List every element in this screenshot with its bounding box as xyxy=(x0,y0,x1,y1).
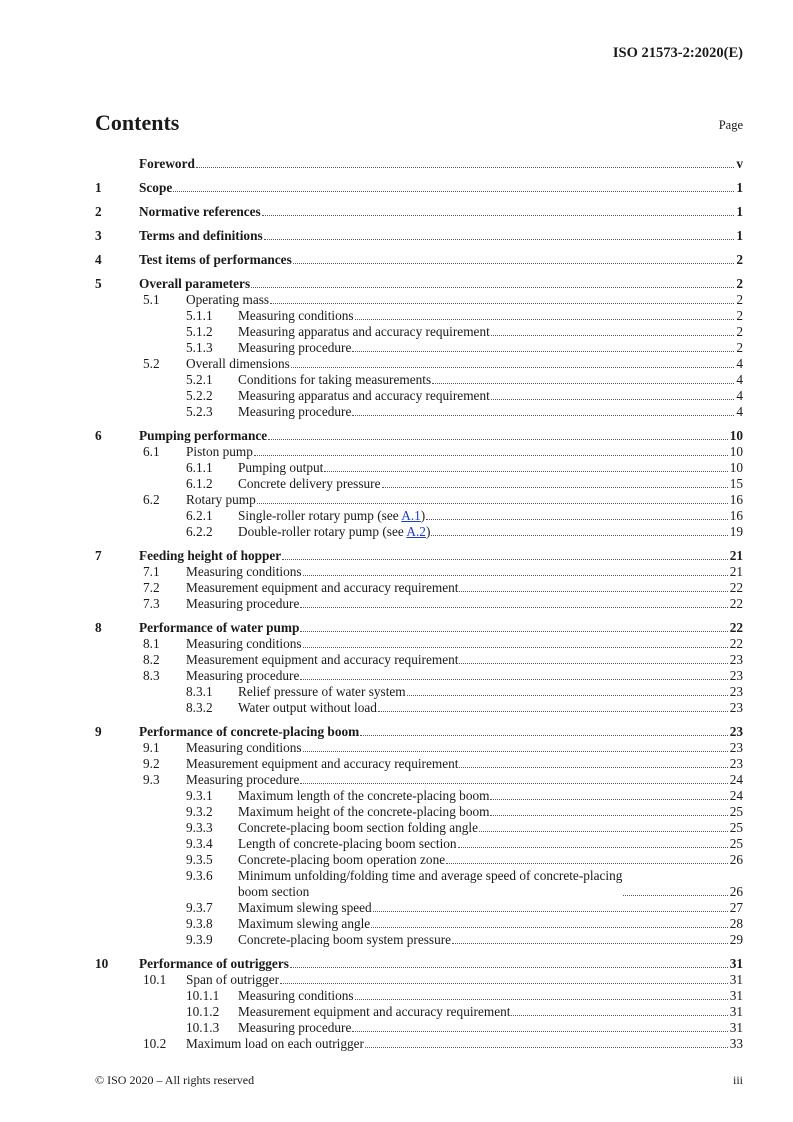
dot-leader xyxy=(378,711,728,712)
toc-entry[interactable] xyxy=(95,156,743,172)
dot-leader xyxy=(355,999,728,1000)
toc-entry-title: Conditions for taking measurements xyxy=(238,372,432,387)
toc-entry[interactable] xyxy=(95,972,743,988)
toc-entry-title: Overall dimensions xyxy=(186,356,290,371)
dot-leader xyxy=(303,751,728,752)
dot-leader xyxy=(352,415,734,416)
annex-link[interactable]: A.2 xyxy=(406,524,426,539)
toc-entry-page: 22 xyxy=(729,636,743,651)
toc-entry-number: 5.1 xyxy=(143,292,160,307)
footer-page-number: iii xyxy=(732,1073,743,1087)
dot-leader xyxy=(257,503,728,504)
toc-entry[interactable] xyxy=(95,804,743,820)
dot-leader xyxy=(365,1047,728,1048)
toc-entry-number: 6.1.2 xyxy=(186,476,213,491)
toc-entry-page: 2 xyxy=(736,308,743,323)
toc-entry-number: 7.3 xyxy=(143,596,160,611)
toc-entry[interactable] xyxy=(95,252,743,268)
toc-entry[interactable] xyxy=(95,324,743,340)
toc-entry[interactable] xyxy=(95,788,743,804)
toc-entry-number: 7 xyxy=(95,548,102,563)
toc-entry-title: Piston pump xyxy=(186,444,253,459)
toc-entry-number: 9.3.4 xyxy=(186,836,213,851)
toc-entry-title: Concrete-placing boom section folding angle xyxy=(238,820,479,835)
toc-entry-number: 10.1.3 xyxy=(186,1020,220,1035)
toc-entry-number: 5.2 xyxy=(143,356,160,371)
toc-entry-page: 22 xyxy=(729,580,743,595)
dot-leader xyxy=(251,287,734,288)
dot-leader xyxy=(352,1031,727,1032)
dot-leader xyxy=(303,575,728,576)
toc-entry-number: 9.3.1 xyxy=(186,788,213,803)
toc-entry-number: 8.3.1 xyxy=(186,684,213,699)
dot-leader xyxy=(511,1015,727,1016)
toc-entry[interactable] xyxy=(95,308,743,324)
toc-entry-number: 9.3.6 xyxy=(186,868,213,883)
dot-leader xyxy=(291,367,735,368)
toc-entry-title: Terms and definitions xyxy=(139,228,263,243)
toc-entry[interactable] xyxy=(95,356,743,372)
dot-leader xyxy=(459,767,727,768)
toc-entry-number: 10.1 xyxy=(143,972,167,987)
dot-leader xyxy=(254,455,728,456)
toc-entry-page: 1 xyxy=(736,180,743,195)
dot-leader xyxy=(452,943,728,944)
toc-entry-title: Measuring procedure xyxy=(238,404,352,419)
toc-entry-number: 8 xyxy=(95,620,102,635)
toc-entry-page: 23 xyxy=(729,668,743,683)
toc-entry-title-suffix: ) xyxy=(425,524,431,539)
dot-leader xyxy=(262,215,735,216)
toc-entry-title: Measuring apparatus and accuracy requirement xyxy=(238,324,490,339)
toc-entry-number: 9.2 xyxy=(143,756,160,771)
toc-entry[interactable] xyxy=(95,180,743,196)
toc-entry-title: Measuring conditions xyxy=(186,740,302,755)
toc-entry-number: 10.2 xyxy=(143,1036,167,1051)
toc-entry-title: Pumping performance xyxy=(139,428,268,443)
toc-entry-number: 6 xyxy=(95,428,102,443)
toc-entry-title: Measuring procedure xyxy=(186,596,300,611)
toc-entry-number: 5.1.2 xyxy=(186,324,213,339)
toc-entry-page: 31 xyxy=(729,1004,743,1019)
toc-entry-page: 21 xyxy=(729,548,743,563)
toc-entry-number: 9.3.8 xyxy=(186,916,213,931)
toc-entry-title: Concrete-placing boom system pressure xyxy=(238,932,452,947)
toc-entry-page: 31 xyxy=(729,988,743,1003)
footer-copyright: © ISO 2020 – All rights reserved xyxy=(95,1073,255,1087)
dot-leader xyxy=(300,679,727,680)
toc-entry[interactable] xyxy=(95,620,743,636)
toc-entry-title: Measuring conditions xyxy=(186,636,302,651)
toc-entry-page: 29 xyxy=(729,932,743,947)
toc-entry-page: 31 xyxy=(729,1020,743,1035)
toc-entry[interactable] xyxy=(95,652,743,668)
toc-entry-page: 23 xyxy=(729,740,743,755)
dot-leader xyxy=(432,383,734,384)
toc-entry-number: 8.3.2 xyxy=(186,700,213,715)
toc-entry[interactable] xyxy=(95,684,743,700)
dot-leader xyxy=(491,399,735,400)
table-of-contents xyxy=(95,156,743,1052)
toc-entry-number: 7.1 xyxy=(143,564,160,579)
toc-entry-number: 6.2.2 xyxy=(186,524,213,539)
toc-entry-page: 31 xyxy=(729,956,743,971)
toc-entry-title: Test items of performances xyxy=(139,252,292,267)
toc-entry-title: Measurement equipment and accuracy requirement xyxy=(238,1004,511,1019)
toc-entry-number: 5.2.3 xyxy=(186,404,213,419)
toc-entry[interactable] xyxy=(95,564,743,580)
toc-entry-title: Measurement equipment and accuracy requirement xyxy=(186,756,459,771)
dot-leader xyxy=(280,983,728,984)
toc-entry-page: 28 xyxy=(729,916,743,931)
toc-entry-number: 10.1.1 xyxy=(186,988,220,1003)
dot-leader xyxy=(459,663,727,664)
toc-entry-page: 23 xyxy=(729,700,743,715)
toc-entry-page: 26 xyxy=(729,852,743,867)
dot-leader xyxy=(264,239,735,240)
dot-leader xyxy=(355,319,735,320)
dot-leader xyxy=(491,335,735,336)
toc-entry-number: 7.2 xyxy=(143,580,160,595)
dot-leader xyxy=(446,863,728,864)
toc-entry-title: Measuring conditions xyxy=(238,308,354,323)
toc-entry[interactable] xyxy=(95,868,743,900)
toc-entry-title: Measuring procedure xyxy=(238,340,352,355)
toc-entry-title: Performance of outriggers xyxy=(139,956,289,971)
toc-entry-number: 6.1 xyxy=(143,444,160,459)
toc-entry-title: Water output without load xyxy=(238,700,377,715)
toc-entry-title: Performance of concrete-placing boom xyxy=(139,724,360,739)
toc-entry-title: Measuring conditions xyxy=(238,988,354,1003)
toc-entry[interactable] xyxy=(95,852,743,868)
toc-entry-page: 24 xyxy=(729,788,743,803)
dot-leader xyxy=(382,487,728,488)
toc-entry[interactable] xyxy=(95,292,743,308)
toc-entry-title: Maximum load on each outrigger xyxy=(186,1036,364,1051)
toc-entry[interactable] xyxy=(95,756,743,772)
toc-entry[interactable] xyxy=(95,668,743,684)
toc-entry-title: Overall parameters xyxy=(139,276,251,291)
toc-entry-number: 9.3 xyxy=(143,772,160,787)
dot-leader xyxy=(352,351,734,352)
dot-leader xyxy=(490,815,727,816)
toc-entry-page: 16 xyxy=(729,508,743,523)
toc-entry-number: 10.1.2 xyxy=(186,1004,220,1019)
dot-leader xyxy=(407,695,728,696)
toc-entry-title: Maximum length of the concrete-placing boom xyxy=(238,788,490,803)
toc-entry[interactable] xyxy=(95,492,743,508)
toc-entry-number: 9.3.9 xyxy=(186,932,213,947)
toc-entry-page: 1 xyxy=(736,204,743,219)
toc-entry-number: 10 xyxy=(95,956,109,971)
dot-leader xyxy=(290,967,728,968)
toc-entry-title: Minimum unfolding/folding time and average speed of concrete-placing boom section xyxy=(238,868,623,899)
toc-entry-page: 25 xyxy=(729,836,743,851)
toc-entry-number: 6.1.1 xyxy=(186,460,213,475)
toc-entry-number: 6.2 xyxy=(143,492,160,507)
toc-entry[interactable] xyxy=(95,372,743,388)
toc-entry[interactable] xyxy=(95,428,743,444)
toc-entry-page: 25 xyxy=(729,804,743,819)
toc-entry-page: 19 xyxy=(729,524,743,539)
annex-link[interactable]: A.1 xyxy=(401,508,421,523)
toc-entry-number: 9.3.2 xyxy=(186,804,213,819)
toc-entry-page: 31 xyxy=(729,972,743,987)
toc-entry-page: 22 xyxy=(729,620,743,635)
toc-entry-number: 9.3.5 xyxy=(186,852,213,867)
toc-entry-title: Concrete-placing boom operation zone xyxy=(238,852,446,867)
toc-entry-page: v xyxy=(736,156,743,171)
dot-leader xyxy=(373,911,728,912)
toc-entry-number: 8.3 xyxy=(143,668,160,683)
toc-entry-page: 23 xyxy=(729,652,743,667)
toc-entry-page: 23 xyxy=(729,756,743,771)
toc-entry-title: Scope xyxy=(139,180,173,195)
dot-leader xyxy=(490,799,727,800)
toc-entry[interactable] xyxy=(95,820,743,836)
dot-leader xyxy=(371,927,727,928)
toc-entry-page: 10 xyxy=(729,460,743,475)
toc-entry-title: Maximum slewing angle xyxy=(238,916,371,931)
toc-entry-title: Measurement equipment and accuracy requirement xyxy=(186,580,459,595)
toc-entry[interactable] xyxy=(95,836,743,852)
toc-entry[interactable] xyxy=(95,988,743,1004)
toc-entry-page: 2 xyxy=(736,252,743,267)
toc-entry-page: 4 xyxy=(736,388,743,403)
toc-entry[interactable] xyxy=(95,204,743,220)
toc-entry[interactable] xyxy=(95,1036,743,1052)
toc-entry-number: 2 xyxy=(95,204,102,219)
toc-entry-title: Relief pressure of water system xyxy=(238,684,406,699)
toc-entry-page: 10 xyxy=(729,444,743,459)
toc-entry-number: 3 xyxy=(95,228,102,243)
dot-leader xyxy=(431,535,727,536)
dot-leader xyxy=(479,831,728,832)
toc-entry-title: Length of concrete-placing boom section xyxy=(238,836,457,851)
toc-entry[interactable] xyxy=(95,740,743,756)
toc-entry-page: 23 xyxy=(729,724,743,739)
toc-entry-title: Measuring conditions xyxy=(186,564,302,579)
toc-entry-number: 5 xyxy=(95,276,102,291)
dot-leader xyxy=(300,783,727,784)
toc-entry-page: 4 xyxy=(736,356,743,371)
toc-entry-number: 9.1 xyxy=(143,740,160,755)
toc-entry-title: Measuring procedure xyxy=(238,1020,352,1035)
toc-entry-title-suffix: ) xyxy=(420,508,426,523)
dot-leader xyxy=(426,519,727,520)
toc-entry-number: 1 xyxy=(95,180,102,195)
toc-entry-number: 6.2.1 xyxy=(186,508,213,523)
toc-entry[interactable] xyxy=(95,700,743,716)
toc-entry-title: Measuring procedure xyxy=(186,668,300,683)
toc-entry-page: 22 xyxy=(729,596,743,611)
toc-entry-page: 16 xyxy=(729,492,743,507)
toc-entry[interactable] xyxy=(95,596,743,612)
toc-entry-title: Measurement equipment and accuracy requirement xyxy=(186,652,459,667)
toc-entry-title: Foreword xyxy=(139,156,195,171)
dot-leader xyxy=(293,263,735,264)
dot-leader xyxy=(458,847,728,848)
toc-entry-number: 8.1 xyxy=(143,636,160,651)
toc-entry-page: 2 xyxy=(736,292,743,307)
dot-leader xyxy=(300,607,727,608)
toc-entry-page: 26 xyxy=(729,884,743,899)
toc-entry[interactable] xyxy=(95,724,743,740)
toc-entry[interactable] xyxy=(95,388,743,404)
toc-entry-number: 5.2.1 xyxy=(186,372,213,387)
dot-leader xyxy=(324,471,727,472)
toc-entry-page: 33 xyxy=(729,1036,743,1051)
toc-entry[interactable] xyxy=(95,548,743,564)
toc-entry-title: Feeding height of hopper xyxy=(139,548,282,563)
toc-entry-page: 1 xyxy=(736,228,743,243)
toc-entry-page: 4 xyxy=(736,404,743,419)
toc-entry[interactable] xyxy=(95,340,743,356)
toc-entry-number: 8.2 xyxy=(143,652,160,667)
dot-leader xyxy=(270,303,734,304)
toc-entry-title: Concrete delivery pressure xyxy=(238,476,381,491)
page-title: Contents xyxy=(95,110,180,135)
toc-entry[interactable] xyxy=(95,900,743,916)
toc-entry-number: 4 xyxy=(95,252,102,267)
toc-entry-page: 27 xyxy=(729,900,743,915)
toc-entry-page: 2 xyxy=(736,324,743,339)
toc-entry[interactable] xyxy=(95,772,743,788)
dot-leader xyxy=(282,559,727,560)
toc-entry[interactable] xyxy=(95,932,743,948)
dot-leader xyxy=(196,167,734,168)
dot-leader xyxy=(300,631,727,632)
toc-entry[interactable] xyxy=(95,276,743,292)
toc-entry[interactable] xyxy=(95,1004,743,1020)
toc-entry-title: Measuring apparatus and accuracy requirement xyxy=(238,388,490,403)
dot-leader xyxy=(173,191,734,192)
dot-leader xyxy=(268,439,728,440)
toc-entry-title: Normative references xyxy=(139,204,261,219)
dot-leader xyxy=(459,591,727,592)
toc-entry-page: 2 xyxy=(736,276,743,291)
page-column-label: Page xyxy=(718,118,743,132)
toc-entry-number: 5.1.1 xyxy=(186,308,213,323)
toc-entry-number: 9 xyxy=(95,724,102,739)
toc-entry-page: 2 xyxy=(736,340,743,355)
toc-entry[interactable] xyxy=(95,444,743,460)
toc-entry[interactable] xyxy=(95,524,743,540)
toc-entry-page: 10 xyxy=(729,428,743,443)
toc-entry-page: 25 xyxy=(729,820,743,835)
toc-entry-page: 24 xyxy=(729,772,743,787)
toc-entry-title: Maximum slewing speed xyxy=(238,900,372,915)
document-id-header: ISO 21573-2:2020(E) xyxy=(612,45,743,61)
toc-entry[interactable] xyxy=(95,460,743,476)
toc-entry-page: 15 xyxy=(729,476,743,491)
dot-leader xyxy=(623,895,727,896)
dot-leader xyxy=(360,735,728,736)
toc-entry-title: Measuring procedure xyxy=(186,772,300,787)
toc-entry-page: 21 xyxy=(729,564,743,579)
toc-entry[interactable] xyxy=(95,476,743,492)
toc-entry-title: Pumping output xyxy=(238,460,324,475)
toc-entry-number: 5.2.2 xyxy=(186,388,213,403)
toc-entry-title: Operating mass xyxy=(186,292,270,307)
toc-entry-title: Double-roller rotary pump (see xyxy=(238,524,407,539)
toc-entry[interactable] xyxy=(95,228,743,244)
toc-entry-number: 9.3.7 xyxy=(186,900,213,915)
toc-entry[interactable] xyxy=(95,580,743,596)
toc-entry-title: Rotary pump xyxy=(186,492,256,507)
toc-entry[interactable] xyxy=(95,636,743,652)
toc-entry-page: 4 xyxy=(736,372,743,387)
toc-entry[interactable] xyxy=(95,1020,743,1036)
toc-entry[interactable] xyxy=(95,956,743,972)
toc-entry-title: Span of outrigger xyxy=(186,972,280,987)
toc-entry-number: 5.1.3 xyxy=(186,340,213,355)
toc-entry-title: Maximum height of the concrete-placing boom xyxy=(238,804,490,819)
toc-entry-number: 9.3.3 xyxy=(186,820,213,835)
toc-entry[interactable] xyxy=(95,916,743,932)
toc-entry[interactable] xyxy=(95,404,743,420)
dot-leader xyxy=(303,647,728,648)
toc-entry-title: Single-roller rotary pump (see xyxy=(238,508,402,523)
toc-entry[interactable] xyxy=(95,508,743,524)
toc-entry-title: Performance of water pump xyxy=(139,620,300,635)
toc-entry-page: 23 xyxy=(729,684,743,699)
